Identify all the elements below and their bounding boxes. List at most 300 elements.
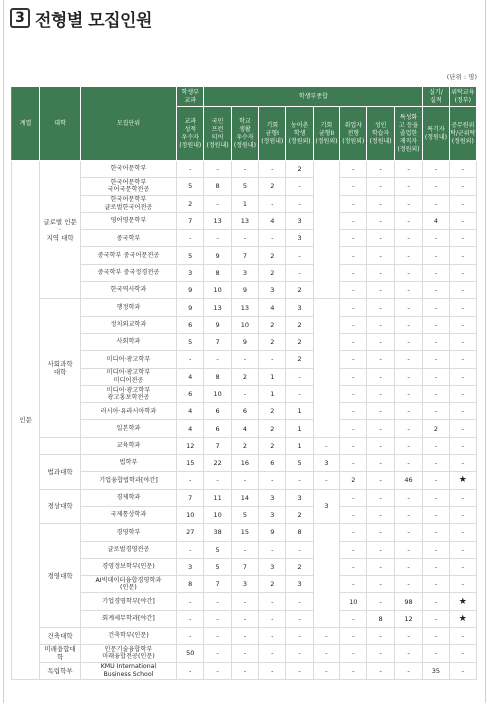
value-cell: -	[367, 662, 394, 679]
value-cell: -	[423, 455, 449, 472]
value-cell: 10	[340, 593, 367, 610]
group-cell: 인문	[12, 161, 40, 680]
value-cell: -	[394, 299, 422, 316]
value-cell: -	[423, 524, 449, 541]
value-cell: 3	[286, 230, 313, 247]
admission-table	[11, 86, 477, 680]
table-row	[12, 161, 477, 178]
value-cell: -	[449, 489, 476, 506]
table-row	[12, 506, 477, 523]
unit-cell: 행정학과	[80, 299, 176, 316]
value-cell: 4	[231, 420, 258, 437]
value-cell: 3	[177, 558, 204, 575]
unit-cell: 경영학부	[80, 524, 176, 541]
value-cell: -	[394, 524, 422, 541]
value-cell: -	[449, 247, 476, 264]
value-cell: -	[367, 403, 394, 420]
value-cell: 5	[231, 506, 258, 523]
value-cell: -	[367, 506, 394, 523]
table-row	[12, 316, 477, 333]
value-cell: 5	[231, 178, 258, 195]
value-cell: 4	[177, 368, 204, 385]
unit-cell: 미디어·광고학부 광고홍보학전공	[80, 385, 176, 402]
value-cell: 2	[286, 316, 313, 333]
table-row	[12, 333, 477, 350]
value-cell: 38	[204, 524, 231, 541]
value-cell: 3	[259, 489, 286, 506]
value-cell: 5	[177, 333, 204, 350]
value-cell: -	[313, 472, 339, 489]
value-cell: -	[286, 645, 313, 662]
value-cell: -	[367, 524, 394, 541]
value-cell: 9	[204, 247, 231, 264]
value-cell: -	[340, 403, 367, 420]
value-cell: 2	[259, 420, 286, 437]
value-cell: 16	[231, 455, 258, 472]
value-cell: 2	[259, 437, 286, 454]
value-cell: -	[449, 506, 476, 523]
value-cell: 5	[177, 178, 204, 195]
value-cell: -	[423, 506, 449, 523]
value-cell: -	[423, 489, 449, 506]
header-col-6: 취업자 전형 (정원외)	[340, 107, 367, 161]
value-cell: -	[449, 178, 476, 195]
value-cell: ★	[449, 593, 476, 610]
value-cell: -	[231, 472, 258, 489]
value-cell: -	[394, 576, 422, 593]
value-cell: -	[367, 385, 394, 402]
value-cell: -	[286, 195, 313, 212]
value-cell: -	[340, 178, 367, 195]
value-cell: -	[449, 282, 476, 299]
value-cell: -	[340, 385, 367, 402]
value-cell: -	[340, 230, 367, 247]
value-cell: 13	[231, 299, 258, 316]
value-cell: -	[449, 403, 476, 420]
unit-cell: 글로벌경영전공	[80, 541, 176, 558]
value-cell: 1	[286, 437, 313, 454]
value-cell: -	[286, 264, 313, 281]
header-practical: 실기/ 실적	[423, 87, 449, 107]
table-row	[12, 593, 477, 610]
value-cell: -	[423, 437, 449, 454]
value-cell: 2	[286, 351, 313, 368]
value-cell: -	[367, 195, 394, 212]
value-cell: -	[286, 385, 313, 402]
value-cell: -	[394, 455, 422, 472]
value-cell: 3	[313, 489, 339, 524]
table-row	[12, 299, 477, 316]
value-cell: -	[423, 195, 449, 212]
value-cell: -	[340, 161, 367, 178]
value-cell: 4	[177, 403, 204, 420]
value-cell: -	[231, 541, 258, 558]
value-cell: 3	[259, 282, 286, 299]
value-cell: 2	[259, 316, 286, 333]
value-cell: 2	[259, 403, 286, 420]
value-cell: 9	[231, 282, 258, 299]
value-cell: 2	[340, 472, 367, 489]
value-cell: -	[423, 316, 449, 333]
value-cell: -	[367, 368, 394, 385]
value-cell: -	[394, 403, 422, 420]
unit-cell: 기업융합법학과[야간]	[80, 472, 176, 489]
value-cell: -	[394, 195, 422, 212]
table-row	[12, 437, 477, 454]
value-cell: 12	[394, 610, 422, 627]
value-cell: 9	[177, 299, 204, 316]
value-cell: -	[340, 282, 367, 299]
value-cell: 10	[177, 506, 204, 523]
header-unit: 모집단위	[80, 87, 176, 161]
value-cell: -	[177, 230, 204, 247]
value-cell: -	[449, 299, 476, 316]
table-row	[12, 455, 477, 472]
value-cell: -	[259, 541, 286, 558]
value-cell: -	[177, 610, 204, 627]
value-cell: 8	[204, 368, 231, 385]
value-cell: 5	[177, 247, 204, 264]
value-cell: -	[394, 385, 422, 402]
unit-cell: 국제통상학과	[80, 506, 176, 523]
unit-cell: 영어영문학부	[80, 212, 176, 229]
college-cell: 글로벌 인문 · 지역 대학	[40, 161, 81, 299]
unit-cell: 정치외교학과	[80, 316, 176, 333]
value-cell: -	[259, 593, 286, 610]
section-title-text: 전형별 모집인원	[35, 10, 152, 31]
value-cell	[313, 299, 339, 437]
value-cell: -	[394, 662, 422, 679]
value-cell: -	[286, 368, 313, 385]
value-cell: -	[340, 247, 367, 264]
value-cell: 27	[177, 524, 204, 541]
table-row	[12, 178, 477, 195]
value-cell: -	[177, 472, 204, 489]
value-cell: -	[204, 662, 231, 679]
value-cell: -	[394, 368, 422, 385]
value-cell: -	[231, 645, 258, 662]
table-row	[12, 247, 477, 264]
unit-cell: AI빅데이터융합경영학과 (인문)	[80, 576, 176, 593]
value-cell: -	[423, 645, 449, 662]
header-col-9: 특기자 (정원내)	[423, 107, 449, 161]
value-cell: -	[394, 161, 422, 178]
value-cell: -	[340, 506, 367, 523]
value-cell: 3	[177, 264, 204, 281]
value-cell: 3	[231, 264, 258, 281]
value-cell: -	[340, 299, 367, 316]
value-cell: -	[231, 610, 258, 627]
value-cell: 8	[204, 264, 231, 281]
value-cell	[313, 524, 339, 628]
value-cell: -	[449, 316, 476, 333]
value-cell: 3	[286, 212, 313, 229]
table-row	[12, 541, 477, 558]
value-cell: -	[259, 351, 286, 368]
value-cell: -	[340, 576, 367, 593]
value-cell: -	[340, 264, 367, 281]
value-cell: -	[423, 282, 449, 299]
table-row	[12, 403, 477, 420]
value-cell: -	[423, 558, 449, 575]
value-cell: 11	[204, 489, 231, 506]
unit-cell: 교육학과	[80, 437, 176, 454]
unit-cell: 중국학부 중국어문전공	[80, 247, 176, 264]
value-cell: 2	[259, 178, 286, 195]
value-cell: -	[340, 558, 367, 575]
value-cell: -	[313, 628, 339, 645]
value-cell: -	[231, 593, 258, 610]
value-cell: 6	[177, 385, 204, 402]
value-cell: -	[423, 368, 449, 385]
value-cell: 2	[286, 282, 313, 299]
value-cell: -	[231, 351, 258, 368]
value-cell: 2	[231, 368, 258, 385]
value-cell: 13	[231, 212, 258, 229]
college-cell: 건축대학	[40, 628, 81, 645]
value-cell: 98	[394, 593, 422, 610]
header-group: 계열	[12, 87, 40, 161]
value-cell: 6	[204, 420, 231, 437]
value-cell: 2	[286, 558, 313, 575]
value-cell: -	[449, 541, 476, 558]
value-cell: 13	[204, 212, 231, 229]
value-cell: 9	[204, 316, 231, 333]
value-cell: 1	[259, 385, 286, 402]
value-cell: -	[449, 662, 476, 679]
unit-cell: 한국어문학부 글로벌한국어전공	[80, 195, 176, 212]
value-cell: -	[204, 351, 231, 368]
value-cell: 7	[204, 333, 231, 350]
value-cell: 7	[177, 489, 204, 506]
value-cell: -	[423, 230, 449, 247]
value-cell: -	[259, 662, 286, 679]
unit-cell: KMU International Business School	[80, 662, 176, 679]
unit-cell: 중국학부 중국정경전공	[80, 264, 176, 281]
value-cell: 1	[286, 420, 313, 437]
value-cell: 1	[231, 195, 258, 212]
header-comprehensive: 학생부종합	[204, 87, 423, 107]
value-cell: 5	[204, 558, 231, 575]
value-cell: 5	[286, 455, 313, 472]
value-cell: -	[394, 489, 422, 506]
value-cell: 10	[204, 506, 231, 523]
value-cell: -	[423, 576, 449, 593]
value-cell: -	[340, 333, 367, 350]
value-cell: -	[340, 316, 367, 333]
value-cell: -	[367, 264, 394, 281]
value-cell: -	[231, 161, 258, 178]
value-cell: -	[449, 264, 476, 281]
value-cell: 15	[177, 455, 204, 472]
unit-cell: 건축학부(인문)	[80, 628, 176, 645]
value-cell: -	[394, 316, 422, 333]
value-cell: -	[423, 472, 449, 489]
header-col-8: 특성화 고 등을 졸업한 재직자 (정원외)	[394, 107, 422, 161]
value-cell: 3	[259, 558, 286, 575]
value-cell: -	[367, 472, 394, 489]
value-cell: -	[259, 161, 286, 178]
section-number: 3	[10, 8, 30, 28]
value-cell: -	[449, 230, 476, 247]
value-cell: 10	[231, 316, 258, 333]
value-cell: -	[394, 437, 422, 454]
value-cell: 2	[259, 264, 286, 281]
value-cell: -	[340, 645, 367, 662]
value-cell: 7	[204, 437, 231, 454]
value-cell: -	[177, 161, 204, 178]
value-cell: -	[231, 628, 258, 645]
value-cell: -	[423, 299, 449, 316]
value-cell: 9	[231, 333, 258, 350]
value-cell: -	[340, 195, 367, 212]
table-row	[12, 645, 477, 662]
college-cell: 독립학부	[40, 662, 81, 679]
table-row	[12, 610, 477, 627]
table-row	[12, 264, 477, 281]
value-cell: 4	[259, 212, 286, 229]
value-cell: -	[423, 178, 449, 195]
value-cell: -	[367, 558, 394, 575]
value-cell: -	[313, 645, 339, 662]
value-cell: -	[367, 299, 394, 316]
table-row	[12, 230, 477, 247]
value-cell: 3	[231, 576, 258, 593]
value-cell: -	[449, 385, 476, 402]
header-col-4: 농어촌 학생 (정원외)	[286, 107, 313, 161]
value-cell: 2	[231, 437, 258, 454]
table-row	[12, 420, 477, 437]
value-cell: 6	[177, 316, 204, 333]
value-cell: 9	[259, 524, 286, 541]
value-cell: -	[449, 628, 476, 645]
value-cell: 1	[286, 403, 313, 420]
header-col-10: 공무원위 탁/군위탁 (정원외)	[449, 107, 476, 161]
value-cell: -	[367, 489, 394, 506]
unit-cell: 법학부	[80, 455, 176, 472]
table-row	[12, 282, 477, 299]
value-cell: -	[204, 472, 231, 489]
header-col-0: 교과 성적 우수자 (정원내)	[177, 107, 204, 161]
header-col-5: 기회 균형II (정원외)	[313, 107, 339, 161]
value-cell: -	[367, 576, 394, 593]
value-cell: 15	[231, 524, 258, 541]
value-cell: -	[367, 455, 394, 472]
header-school-record: 학생부 교과	[177, 87, 204, 107]
unit-cell: 미디어·광고학부	[80, 351, 176, 368]
table-row	[12, 368, 477, 385]
value-cell: -	[286, 247, 313, 264]
value-cell: -	[231, 662, 258, 679]
value-cell: -	[259, 645, 286, 662]
value-cell: -	[449, 576, 476, 593]
value-cell: 2	[177, 195, 204, 212]
value-cell: -	[340, 437, 367, 454]
value-cell: 7	[231, 247, 258, 264]
value-cell: -	[177, 593, 204, 610]
value-cell: 10	[204, 385, 231, 402]
value-cell: -	[259, 472, 286, 489]
value-cell: -	[423, 351, 449, 368]
value-cell: -	[449, 351, 476, 368]
college-cell: 사회과학 대학	[40, 299, 81, 437]
value-cell: 35	[423, 662, 449, 679]
value-cell: -	[340, 212, 367, 229]
value-cell: -	[340, 351, 367, 368]
value-cell: -	[231, 230, 258, 247]
value-cell: -	[367, 437, 394, 454]
value-cell: -	[449, 420, 476, 437]
value-cell: -	[204, 628, 231, 645]
value-cell: -	[423, 333, 449, 350]
value-cell: -	[259, 195, 286, 212]
value-cell: -	[449, 195, 476, 212]
table-row	[12, 558, 477, 575]
value-cell: 6	[259, 455, 286, 472]
value-cell: 2	[286, 506, 313, 523]
value-cell: 4	[423, 212, 449, 229]
value-cell: -	[259, 628, 286, 645]
value-cell: 2	[286, 161, 313, 178]
table-row	[12, 472, 477, 489]
college-cell: 경영대학	[40, 524, 81, 628]
value-cell: -	[423, 593, 449, 610]
value-cell: -	[449, 333, 476, 350]
value-cell: ★	[449, 610, 476, 627]
value-cell: -	[449, 368, 476, 385]
value-cell: 2	[286, 333, 313, 350]
table-row	[12, 195, 477, 212]
value-cell: -	[367, 628, 394, 645]
value-cell: -	[204, 161, 231, 178]
value-cell: 46	[394, 472, 422, 489]
value-cell: -	[367, 351, 394, 368]
table-row	[12, 662, 477, 679]
value-cell: -	[423, 403, 449, 420]
value-cell: 3	[286, 576, 313, 593]
value-cell: -	[177, 541, 204, 558]
value-cell: -	[367, 282, 394, 299]
college-cell: 미래융합대학	[40, 645, 81, 662]
value-cell: 4	[259, 299, 286, 316]
value-cell: -	[340, 541, 367, 558]
value-cell: -	[367, 161, 394, 178]
value-cell: -	[367, 230, 394, 247]
section-title	[10, 6, 152, 30]
value-cell: -	[423, 247, 449, 264]
value-cell: -	[449, 161, 476, 178]
college-cell: 경상대학	[40, 489, 81, 524]
value-cell: -	[449, 455, 476, 472]
value-cell: -	[367, 593, 394, 610]
value-cell: -	[394, 178, 422, 195]
value-cell: -	[449, 212, 476, 229]
value-cell: -	[423, 161, 449, 178]
value-cell: -	[259, 610, 286, 627]
value-cell: -	[367, 541, 394, 558]
unit-cell: 기업경영학부[야간]	[80, 593, 176, 610]
table-row	[12, 628, 477, 645]
value-cell: -	[423, 541, 449, 558]
header-consignment: 위탁교육 (정부)	[449, 87, 476, 107]
value-cell: -	[449, 645, 476, 662]
value-cell: 8	[367, 610, 394, 627]
value-cell: -	[423, 628, 449, 645]
value-cell: 10	[204, 282, 231, 299]
value-cell: 9	[177, 282, 204, 299]
value-cell: -	[367, 645, 394, 662]
value-cell: 7	[204, 576, 231, 593]
